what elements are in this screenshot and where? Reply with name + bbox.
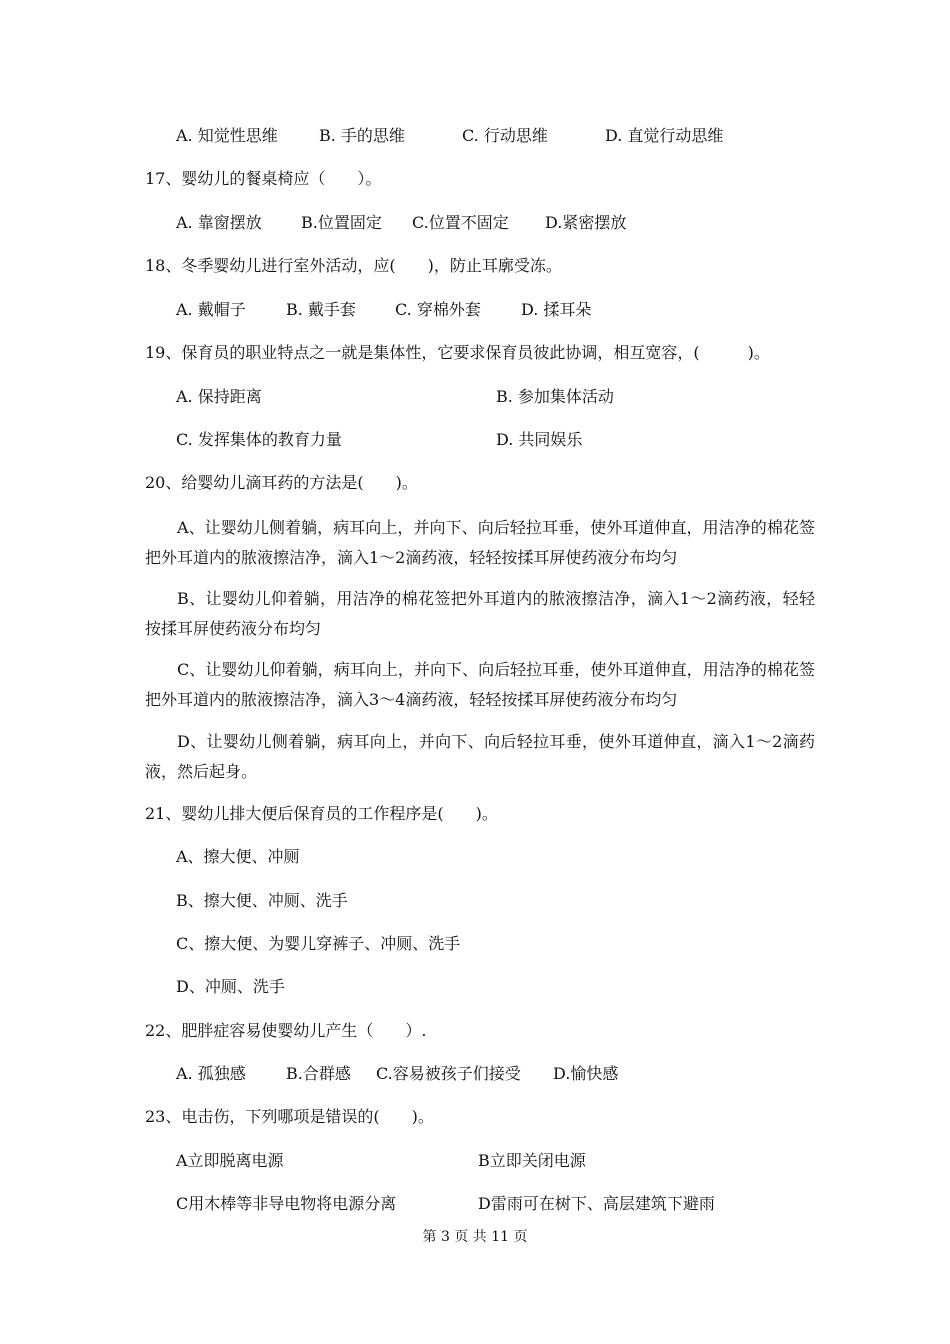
q21-option-a: A、擦大便、冲厕: [176, 847, 300, 866]
q21-stem-line: [0, 802, 950, 826]
q17-option-a: A. 靠窗摆放: [176, 213, 262, 232]
q19-option-b: B. 参加集体活动: [496, 387, 614, 406]
q22-stem: 22、肥胖症容易使婴幼儿产生（ ）.: [145, 1021, 427, 1040]
q16-option-d: D. 直觉行动思维: [605, 126, 724, 145]
q18-stem-line: [0, 254, 950, 278]
q21-option-a-line: [0, 845, 950, 869]
page-footer: 第 3 页 共 11 页: [422, 1229, 528, 1245]
q23-stem: 23、电击伤，下列哪项是错误的( )。: [145, 1107, 434, 1126]
q17-option-b: B.位置固定: [301, 213, 382, 232]
q22-option-b: B.合群感: [286, 1064, 351, 1083]
q20-option-a: A、让婴幼儿侧着躺，病耳向上，并向下、向后轻拉耳垂，使外耳道伸直，用洁净的棉花签把外耳道内的脓液擦洁净，滴入1～2滴药液，轻轻按揉耳屏使药液分布均匀: [145, 518, 815, 567]
q23-option-c: C用木棒等非导电物将电源分离: [176, 1194, 397, 1213]
q21-option-d-line: [0, 975, 950, 999]
q20-option-d: D、让婴幼儿侧着躺，病耳向上，并向下、向后轻拉耳垂，使外耳道伸直，滴入1～2滴药液，然后起身。: [145, 732, 815, 781]
q19-option-c: C. 发挥集体的教育力量: [176, 430, 342, 449]
q21-option-b-line: [0, 889, 950, 913]
q19-options-row1: [0, 385, 950, 409]
q19-stem-line: [0, 341, 950, 365]
q19-option-a: A. 保持距离: [176, 387, 262, 406]
q20-stem-line: [0, 471, 950, 495]
q21-option-b: B、擦大便、冲厕、洗手: [176, 891, 348, 910]
q16-options: [0, 124, 950, 148]
q19-stem: 19、保育员的职业特点之一就是集体性，它要求保育员彼此协调，相互宽容，( )。: [145, 343, 770, 362]
q23-options-row2: [0, 1192, 950, 1216]
q16-option-b: B. 手的思维: [319, 126, 405, 145]
q20-stem: 20、给婴幼儿滴耳药的方法是( )。: [145, 473, 418, 492]
q21-option-d: D、冲厕、洗手: [176, 977, 285, 996]
q23-stem-line: [0, 1105, 950, 1129]
q17-stem: 17、婴幼儿的餐桌椅应（ ）。: [145, 169, 382, 188]
q22-options: [0, 1062, 950, 1086]
q18-option-a: A. 戴帽子: [176, 300, 246, 319]
q16-option-a: A. 知觉性思维: [176, 126, 278, 145]
q21-option-c: C、擦大便、为婴儿穿裤子、冲厕、洗手: [176, 934, 461, 953]
q23-options-row1: [0, 1149, 950, 1173]
q18-option-c: C. 穿棉外套: [395, 300, 481, 319]
q22-option-a: A. 孤独感: [176, 1064, 246, 1083]
q18-option-d: D. 揉耳朵: [521, 300, 592, 319]
q17-options: [0, 211, 950, 235]
q23-option-a: A立即脱离电源: [176, 1151, 284, 1170]
q20-option-c: C、让婴幼儿仰着躺，病耳向上，并向下、向后轻拉耳垂，使外耳道伸直，用洁净的棉花签把外耳道内的脓液擦洁净，滴入3～4滴药液，轻轻按揉耳屏使药液分布均匀: [145, 660, 815, 709]
q23-option-d: D雷雨可在树下、高层建筑下避雨: [478, 1194, 715, 1213]
q18-options: [0, 298, 950, 322]
q21-stem: 21、婴幼儿排大便后保育员的工作程序是( )。: [145, 804, 498, 823]
q22-stem-line: [0, 1019, 950, 1043]
q22-option-d: D.愉快感: [553, 1064, 619, 1083]
q20-option-b: B、让婴幼儿仰着躺，用洁净的棉花签把外耳道内的脓液擦洁净，滴入1～2滴药液，轻轻按揉耳屏使药液分布均匀: [145, 589, 815, 638]
q18-stem: 18、冬季婴幼儿进行室外活动，应( )，防止耳廓受冻。: [145, 256, 562, 275]
q17-option-c: C.位置不固定: [412, 213, 509, 232]
q17-stem-line: [0, 167, 950, 191]
q18-option-b: B. 戴手套: [286, 300, 356, 319]
q19-option-d: D. 共同娱乐: [496, 430, 583, 449]
q21-option-c-line: [0, 932, 950, 956]
q19-options-row2: [0, 428, 950, 452]
q16-option-c: C. 行动思维: [462, 126, 548, 145]
q22-option-c: C.容易被孩子们接受: [376, 1064, 521, 1083]
q23-option-b: B立即关闭电源: [478, 1151, 586, 1170]
q17-option-d: D.紧密摆放: [545, 213, 627, 232]
